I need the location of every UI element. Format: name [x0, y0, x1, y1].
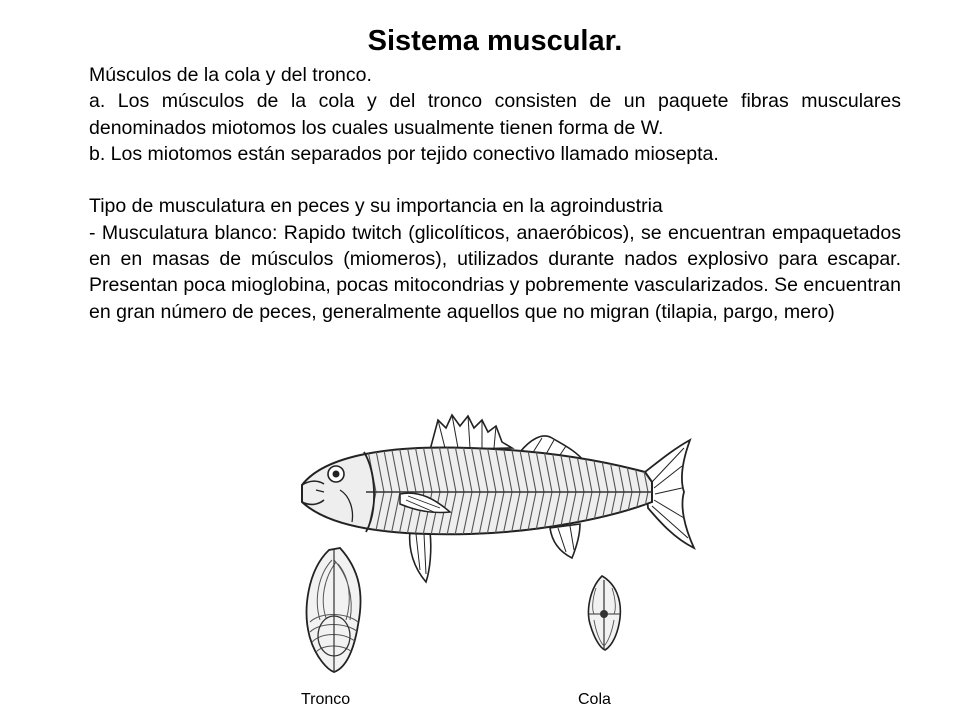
paragraph-gap [89, 167, 901, 193]
pupil [333, 471, 340, 478]
slide-title: Sistema muscular. [367, 25, 623, 57]
paragraph-a: a. Los músculos de la cola y del tronco consisten de un paquete fibras musculares denominados miotomos los cuales usualmente tienen forma de W. [89, 90, 901, 139]
paragraph-b: b. Los miotomos están separados por tejido conectivo llamado miosepta. [89, 142, 719, 165]
dorsal-fin-front [430, 415, 512, 450]
tipo-heading: Tipo de musculatura en peces y su importancia en la agroindustria [89, 195, 663, 218]
cola-cross-section [586, 576, 622, 650]
subtitle-text: Músculos de la cola y del tronco. [89, 64, 372, 86]
paragraph-blanco: - Musculatura blanco: Rapido twitch (glicolíticos, anaeróbicos), se encuentran empaquetados en en masas de músculos (miomeros), utilizados durante nados explosivo para escapar. Presentan poca mioglobina, pocas mitocondrias y pobremente vascularizados. Se encuentran en gran número de peces, generalmente aquellos que no migran (tilapia, pargo, mero) [89, 221, 901, 323]
body-text [89, 62, 901, 325]
fish-illustration [280, 410, 700, 710]
caption-cola: Cola [578, 691, 611, 708]
caption-tronco: Tronco [301, 691, 351, 708]
tronco-cross-section [307, 548, 361, 672]
